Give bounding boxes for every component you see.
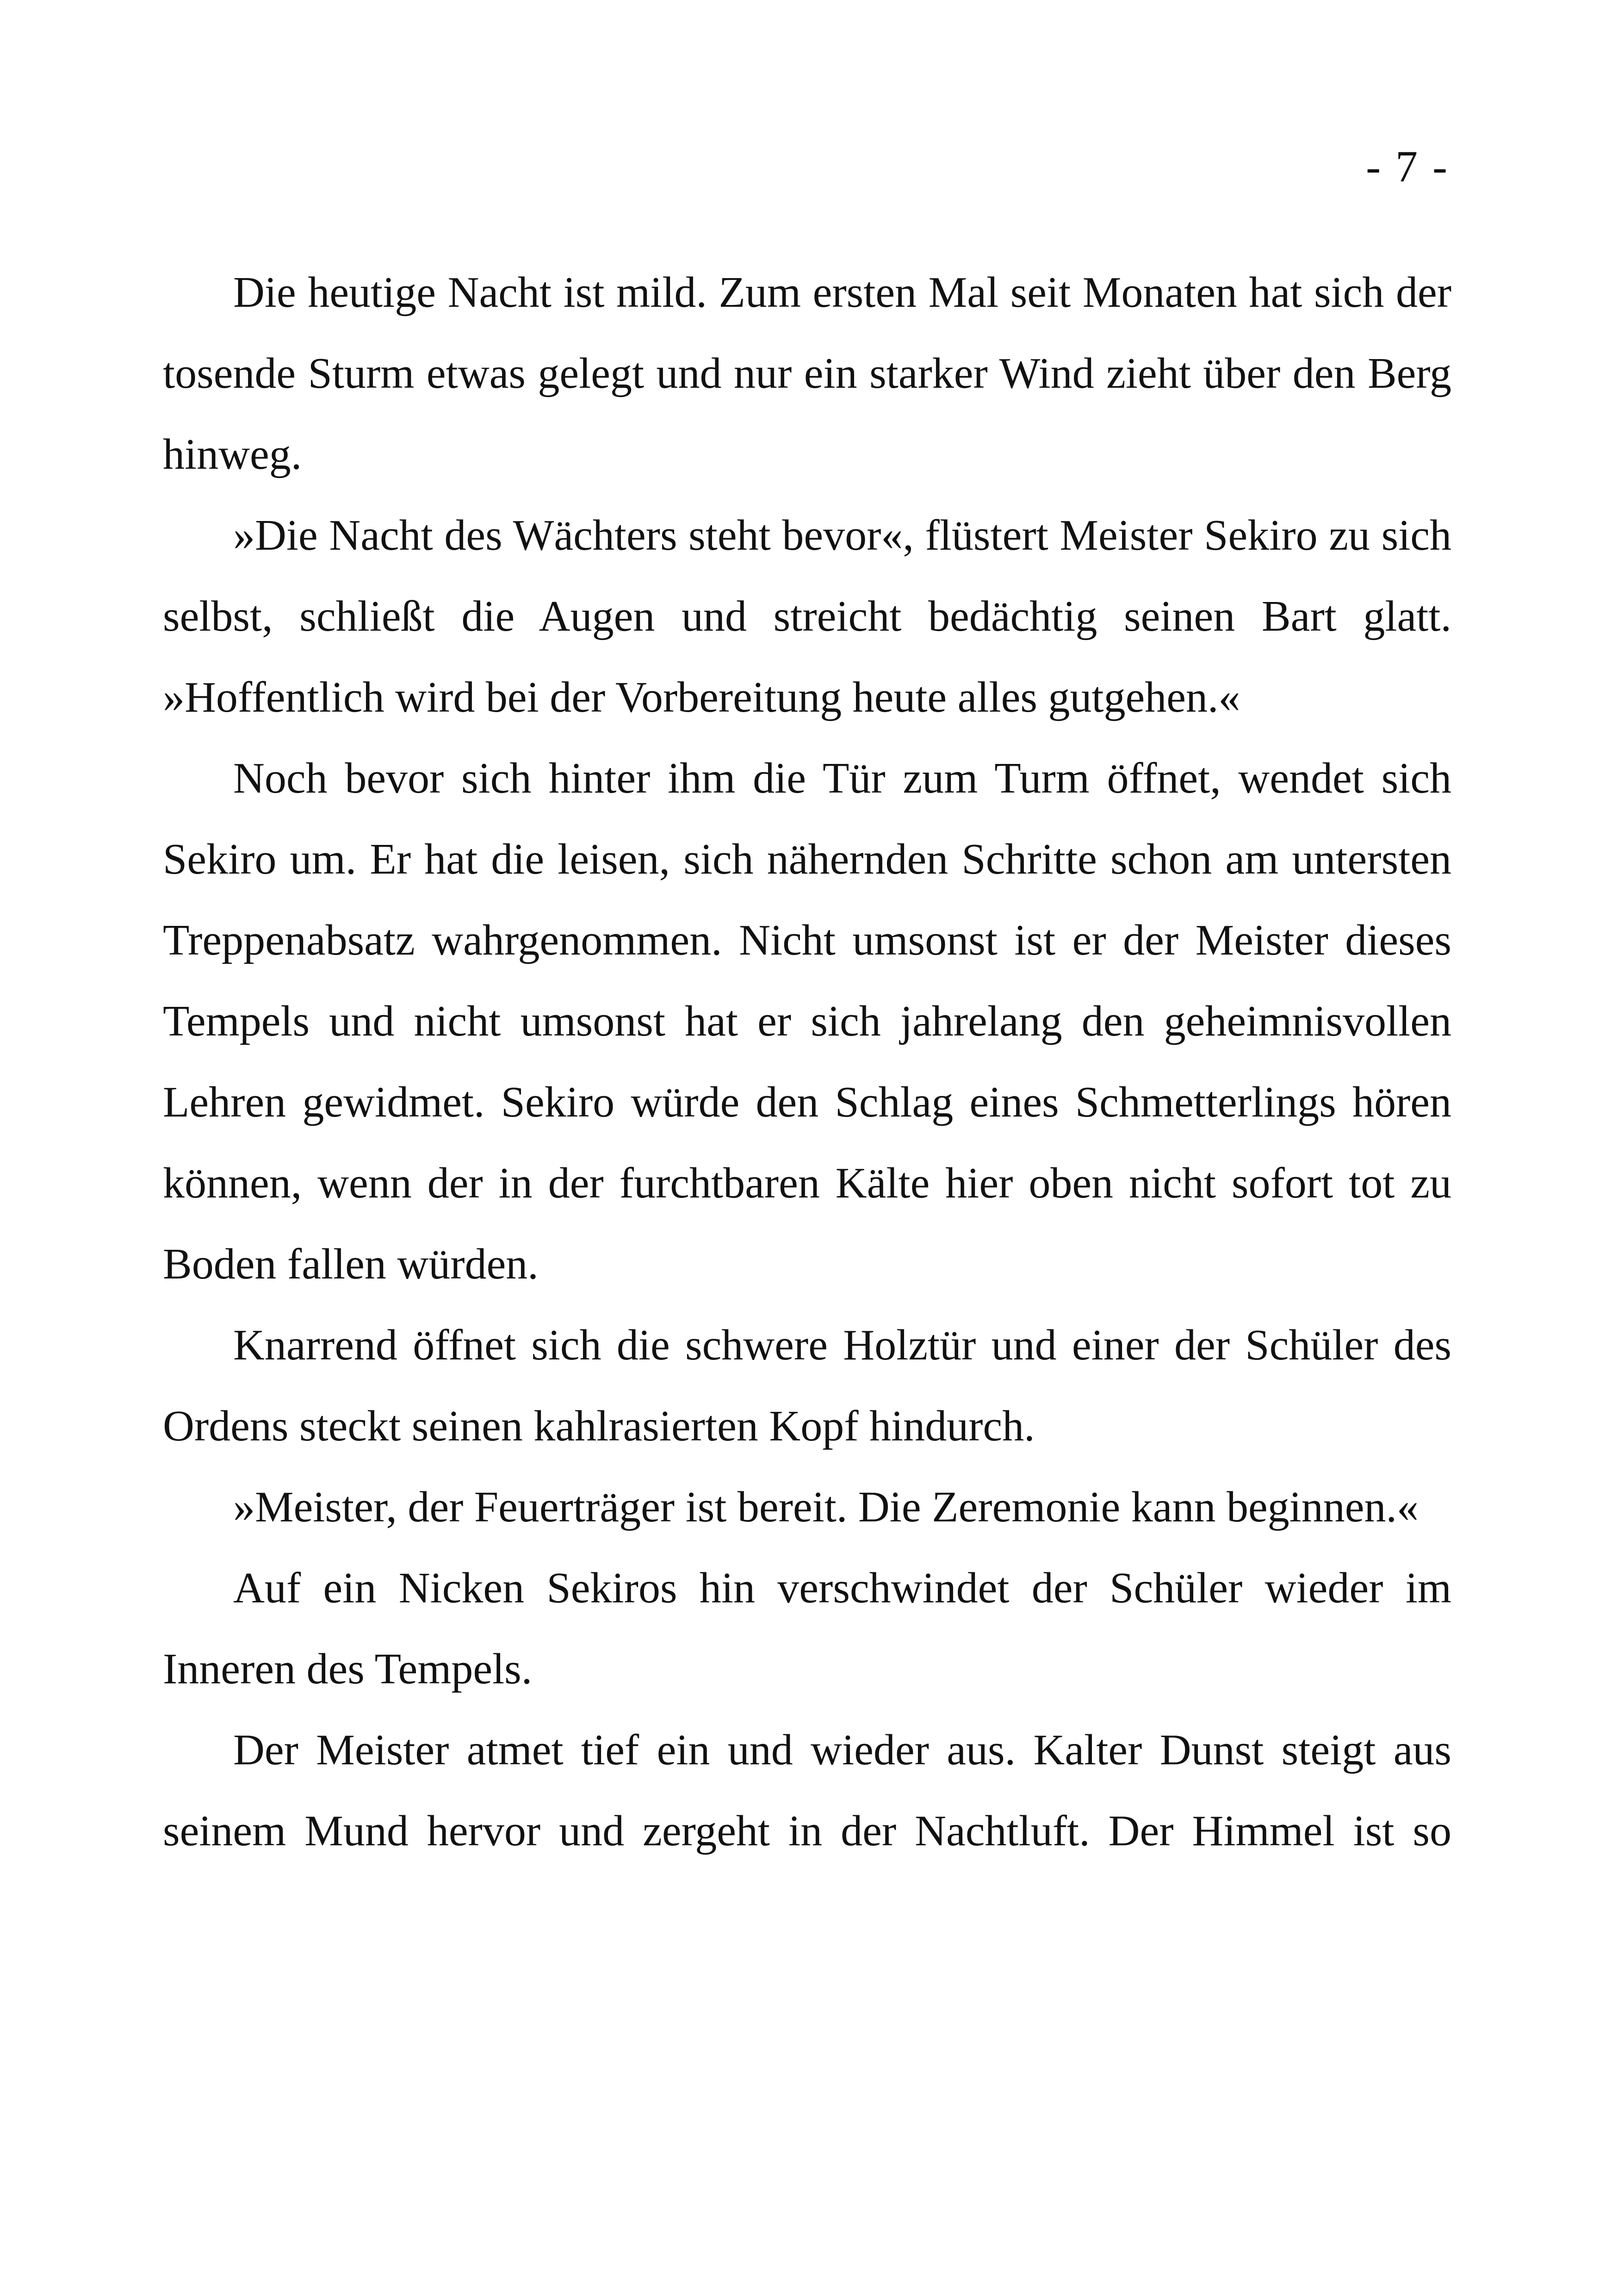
paragraph: Der Meister atmet tief ein und wieder aus. Kalter Dunst steigt aus seinem Mund hervor und zergeht in der Nachtluft. Der Himmel ist so — [163, 1726, 1451, 1855]
paragraph: Auf ein Nicken Sekiros hin verschwindet der Schüler wieder im Inneren des Tempels. — [163, 1564, 1451, 1693]
body-text — [163, 252, 1451, 1872]
paragraph: Die heutige Nacht ist mild. Zum ersten Mal seit Monaten hat sich der tosende Sturm etwas gelegt und nur ein starker Wind zieht über den Berg hinweg. — [163, 268, 1451, 478]
paragraph: Noch bevor sich hinter ihm die Tür zum Turm öffnet, wendet sich Sekiro um. Er hat die leisen, sich nähernden Schritte schon am untersten Treppenabsatz wahrgenommen. Nicht umsonst ist er der Meister dieses Tempels und nicht umsonst hat er sich jahrelang den geheimnisvollen Lehren gewidmet. Sekiro würde den Schlag eines Schmetterlings hören können, wenn der in der furchtbaren Kälte hier oben nicht sofort tot zu Boden fallen würden. — [163, 754, 1451, 1288]
page-number: - 7 - — [1366, 142, 1449, 191]
paragraph: Knarrend öffnet sich die schwere Holztür und einer der Schüler des Ordens steckt seinen kahlrasierten Kopf hindurch. — [163, 1321, 1451, 1450]
paragraph: »Die Nacht des Wächters steht bevor«, flüstert Meister Sekiro zu sich selbst, schließt die Augen und streicht bedächtig seinen Bart glatt. »Hoffentlich wird bei der Vorbereitung heute alles gutgehen.« — [163, 511, 1451, 721]
paragraph: »Meister, der Feuerträger ist bereit. Die Zeremonie kann beginnen.« — [233, 1483, 1419, 1531]
